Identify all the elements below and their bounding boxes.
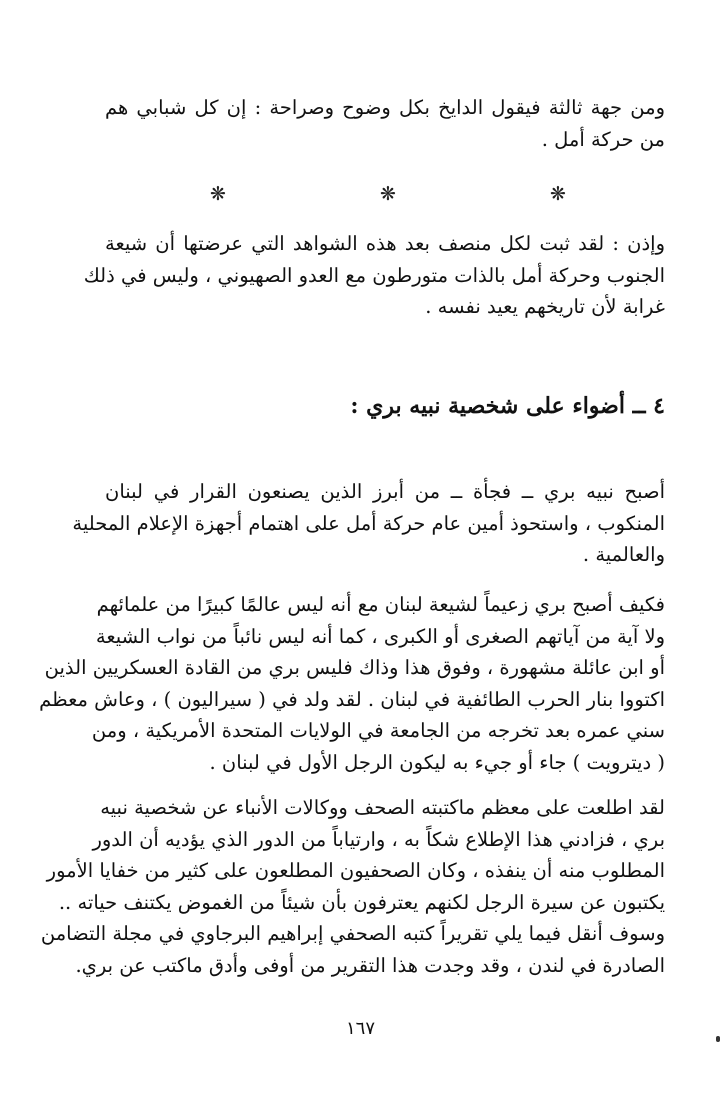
paragraph-line: لقد اطلعت على معظم ماكتبته الصحف ووكالات الأنباء عن شخصية نبيه — [100, 796, 665, 819]
section-separator — [210, 183, 580, 207]
paragraph-line: سني عمره بعد تخرجه من الجامعة في الولايات المتحدة الأمريكية ، ومن — [91, 719, 665, 742]
paragraph-line: والعالمية . — [582, 543, 665, 566]
paragraph-line: أصبح نبيه بري ــ فجأة ــ من أبرز الذين يصنعون القرار في لبنان — [105, 480, 665, 503]
paragraph-line: الصادرة في لندن ، وقد وجدت هذا التقرير من أوفى وأدق ماكتب عن بري. — [75, 953, 665, 977]
paragraph-line: فكيف أصبح بري زعيماً لشيعة لبنان مع أنه ليس عالمًا كبيرًا من علمائهم — [96, 593, 665, 616]
paragraph-line: ومن جهة ثالثة فيقول الدايخ بكل وضوح وصراحة : إن كل شبابي هم — [105, 96, 665, 119]
paragraph-line: يكتبون عن سيرة الرجل لكنهم يعترفون بأن شيئاً من الغموض يكتنف حياته .. — [58, 890, 665, 914]
paragraph-line: الجنوب وحركة أمل بالذات متورطون مع العدو الصهيوني ، وليس في ذلك — [83, 263, 665, 287]
paragraph-line: ولا آية من آياتهم الصغرى أو الكبرى ، كما أنه ليس نائباً من نواب الشيعة — [95, 624, 665, 648]
asterism-icon: ❋ — [550, 183, 566, 205]
paragraph-4 — [39, 589, 665, 778]
paragraph-line: وسوف أنقل فيما يلي تقريراً كتبه الصحفي إبراهيم البرجاوي في مجلة التضامن — [40, 922, 665, 945]
section-heading: ٤ ــ أضواء على شخصية نبيه بري : — [350, 393, 665, 419]
paragraph-line: ( ديترويت ) جاء أو جيء به ليكون الرجل الأول في لبنان . — [209, 750, 665, 774]
paragraph-5 — [40, 792, 665, 981]
paragraph-line: اكتووا بنار الحرب الطائفية في لبنان . لقد ولد في ( سيراليون ) ، وعاش معظم — [39, 687, 665, 711]
paragraph-1 — [105, 92, 665, 155]
paragraph-line: أو ابن عائلة مشهورة ، وفوق هذا وذاك فليس بري من القادة العسكريين الذين — [44, 656, 665, 679]
asterism-icon: ❋ — [380, 183, 396, 205]
page-edge-mark — [716, 1036, 720, 1042]
paragraph-line: غرابة لأن تاريخهم يعيد نفسه . — [425, 295, 665, 318]
asterism-icon: ❋ — [210, 183, 226, 205]
paragraph-3 — [72, 476, 665, 571]
paragraph-line: المطلوب منه أن ينفذه ، وكان الصحفيون المطلعون على كثير من خفايا الأمور — [46, 859, 665, 882]
paragraph-2 — [83, 228, 665, 323]
paragraph-line: المنكوب ، واستحوذ أمين عام حركة أمل على اهتمام أجهزة الإعلام المحلية — [72, 511, 665, 535]
paragraph-line: من حركة أمل . — [541, 127, 665, 151]
page-number: ١٦٧ — [345, 1018, 375, 1039]
paragraph-line: وإذن : لقد ثبت لكل منصف بعد هذه الشواهد التي عرضتها أن شيعة — [105, 232, 665, 255]
paragraph-line: بري ، فزادني هذا الإطلاع شكاً به ، وارتياباً من الدور الذي يؤديه أن الدور — [92, 827, 665, 851]
